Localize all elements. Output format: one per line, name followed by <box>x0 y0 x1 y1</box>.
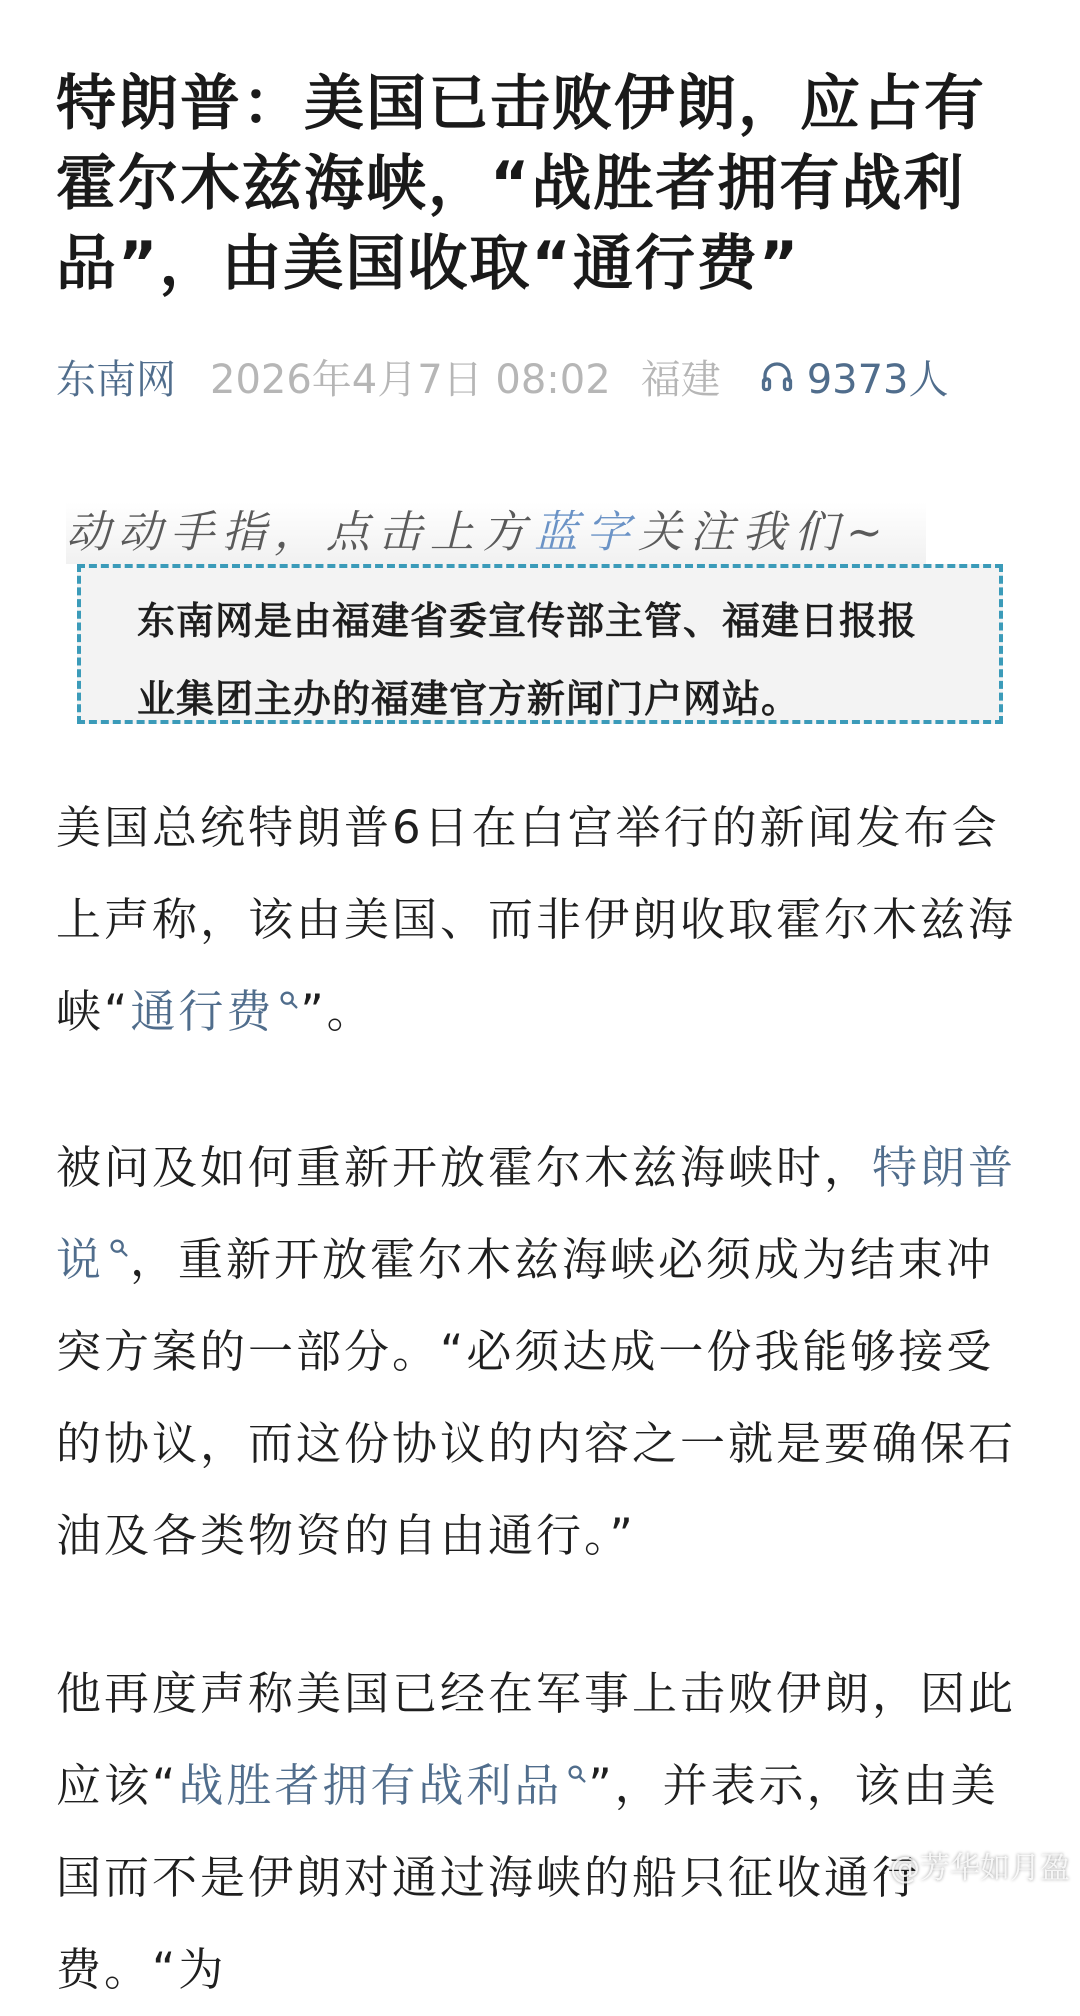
source-intro-text: 东南网是由福建省委宣传部主管、福建日报报业集团主办的福建官方新闻门户网站。 <box>137 599 918 721</box>
paragraph-text: ，重新开放霍尔木兹海峡必须成为结束冲突方案的一部分。“必须达成一份我能够接受的协议，而这份协议的内容之一就是要确保石油及各类物资的自由通行。” <box>56 1233 1017 1562</box>
search-icon <box>108 1237 130 1259</box>
article-meta <box>56 348 948 404</box>
watermark: @芳华如月盈 <box>890 1851 1070 1886</box>
listener-count: 9373人 <box>806 356 949 403</box>
hint-suffix: 关注我们~ <box>638 507 891 558</box>
keyword-link-label: 通行费 <box>130 985 275 1038</box>
hint-prefix: 动动手指，点击上方 <box>66 507 534 558</box>
article-title: 特朗普：美国已击败伊朗，应占有霍尔木兹海峡，“战胜者拥有战利品”，由美国收取“通行费” <box>56 69 986 299</box>
paragraph-2 <box>56 1122 1028 1582</box>
paragraph-text: 他再度声称美国已经在军事上击败伊朗，因此应该“ <box>56 1667 1017 1812</box>
paragraph-text: 被问及如何重新开放霍尔木兹海峡时， <box>56 1141 873 1194</box>
publish-date: 2026年4月7日 08:02 <box>210 356 611 403</box>
paragraph-text: ”，并表示，该由美国而不是伊朗对通过海峡的船只征收通行费。“为 <box>56 1759 999 1996</box>
search-icon <box>278 989 300 1011</box>
source-name[interactable]: 东南网 <box>56 356 176 403</box>
paragraph-text: ”。 <box>300 985 375 1038</box>
paragraph-3 <box>56 1648 1028 2016</box>
hint-blue-text: 蓝字 <box>534 507 638 558</box>
keyword-link-spoils[interactable] <box>178 1759 588 1812</box>
listen-button[interactable] <box>759 348 949 405</box>
search-icon <box>566 1763 588 1785</box>
keyword-link-label: 战胜者拥有战利品 <box>178 1759 563 1812</box>
headphones-icon <box>759 358 795 394</box>
source-intro-box <box>77 564 1003 724</box>
paragraph-text: 美国总统特朗普6日在白宫举行的新闻发布会上声称，该由美国、而非伊朗收取霍尔木兹海峡“ <box>56 801 1017 1038</box>
paragraph-1 <box>56 782 1028 1058</box>
region-label: 福建 <box>640 356 721 403</box>
follow-hint <box>66 502 926 564</box>
keyword-link-toll[interactable] <box>130 985 300 1038</box>
keyword-link-label: 特朗普说 <box>56 1141 1017 1286</box>
